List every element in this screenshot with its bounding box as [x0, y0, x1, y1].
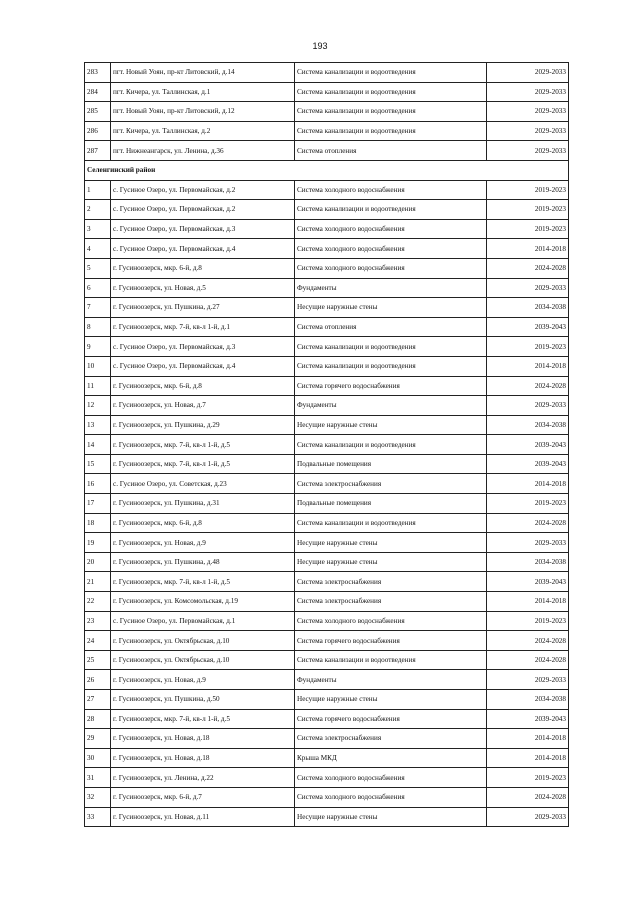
row-number-cell: 25 [85, 650, 111, 670]
table-row [85, 513, 569, 533]
address-cell: с. Гусиное Озеро, ул. Первомайская, д.4 [111, 239, 295, 259]
row-number-cell: 11 [85, 376, 111, 396]
row-number-cell: 24 [85, 631, 111, 651]
period-cell: 2029-2033 [487, 278, 569, 298]
period-cell: 2014-2018 [487, 474, 569, 494]
row-number-cell: 12 [85, 396, 111, 416]
address-cell: г. Гусиноозерск, мкр. 6-й, д.8 [111, 258, 295, 278]
period-cell: 2039-2043 [487, 435, 569, 455]
system-cell: Крыша МКД [295, 748, 487, 768]
table-row [85, 494, 569, 514]
system-cell: Система холодного водоснабжения [295, 768, 487, 788]
row-number-cell: 5 [85, 258, 111, 278]
table-row [85, 768, 569, 788]
row-number-cell: 20 [85, 552, 111, 572]
system-cell: Фундаменты [295, 670, 487, 690]
row-number-cell: 8 [85, 317, 111, 337]
table-row [85, 337, 569, 357]
table-row [85, 239, 569, 259]
address-cell: г. Гусиноозерск, ул. Пушкина, д.27 [111, 298, 295, 318]
system-cell: Несущие наружные стены [295, 690, 487, 710]
system-cell: Подвальные помещения [295, 494, 487, 514]
address-cell: г. Гусиноозерск, мкр. 6-й, д.7 [111, 787, 295, 807]
address-cell: г. Гусиноозерск, мкр. 7-й, кв-л 1-й, д.5 [111, 709, 295, 729]
table-row [85, 141, 569, 161]
system-cell: Система холодного водоснабжения [295, 219, 487, 239]
row-number-cell: 31 [85, 768, 111, 788]
system-cell: Система канализации и водоотведения [295, 82, 487, 102]
row-number-cell: 16 [85, 474, 111, 494]
period-cell: 2039-2043 [487, 317, 569, 337]
period-cell: 2019-2023 [487, 494, 569, 514]
system-cell: Подвальные помещения [295, 454, 487, 474]
address-cell: г. Гусиноозерск, мкр. 6-й, д.8 [111, 513, 295, 533]
period-cell: 2034-2038 [487, 415, 569, 435]
system-cell: Система канализации и водоотведения [295, 63, 487, 83]
system-cell: Несущие наружные стены [295, 533, 487, 553]
system-cell: Система горячего водоснабжения [295, 376, 487, 396]
period-cell: 2039-2043 [487, 572, 569, 592]
row-number-cell: 286 [85, 121, 111, 141]
table-row [85, 63, 569, 83]
address-cell: г. Гусиноозерск, ул. Пушкина, д.29 [111, 415, 295, 435]
row-number-cell: 32 [85, 787, 111, 807]
table-row [85, 200, 569, 220]
row-number-cell: 13 [85, 415, 111, 435]
table-row [85, 180, 569, 200]
period-cell: 2029-2033 [487, 533, 569, 553]
system-cell: Несущие наружные стены [295, 415, 487, 435]
period-cell: 2039-2043 [487, 709, 569, 729]
system-cell: Система отопления [295, 141, 487, 161]
table-row [85, 807, 569, 827]
row-number-cell: 283 [85, 63, 111, 83]
row-number-cell: 6 [85, 278, 111, 298]
address-cell: пгт. Новый Уоян, пр-кт Литовский, д.12 [111, 102, 295, 122]
table-row [85, 729, 569, 749]
section-title: Селенгинский район [85, 160, 569, 180]
address-cell: пгт. Новый Уоян, пр-кт Литовский, д.14 [111, 63, 295, 83]
period-cell: 2024-2028 [487, 787, 569, 807]
address-cell: пгт. Кичера, ул. Таллинская, д.2 [111, 121, 295, 141]
row-number-cell: 21 [85, 572, 111, 592]
period-cell: 2019-2023 [487, 219, 569, 239]
period-cell: 2019-2023 [487, 337, 569, 357]
period-cell: 2019-2023 [487, 180, 569, 200]
address-cell: г. Гусиноозерск, ул. Ленина, д.22 [111, 768, 295, 788]
table-row [85, 298, 569, 318]
system-cell: Система канализации и водоотведения [295, 121, 487, 141]
address-cell: г. Гусиноозерск, ул. Новая, д.18 [111, 729, 295, 749]
address-cell: г. Гусиноозерск, ул. Новая, д.18 [111, 748, 295, 768]
table-row [85, 258, 569, 278]
row-number-cell: 4 [85, 239, 111, 259]
row-number-cell: 30 [85, 748, 111, 768]
period-cell: 2029-2033 [487, 141, 569, 161]
system-cell: Система канализации и водоотведения [295, 650, 487, 670]
row-number-cell: 29 [85, 729, 111, 749]
period-cell: 2029-2033 [487, 63, 569, 83]
row-number-cell: 26 [85, 670, 111, 690]
address-cell: с. Гусиное Озеро, ул. Первомайская, д.2 [111, 200, 295, 220]
table-body [85, 63, 569, 827]
row-number-cell: 28 [85, 709, 111, 729]
system-cell: Система канализации и водоотведения [295, 200, 487, 220]
table-row [85, 533, 569, 553]
table-row [85, 709, 569, 729]
system-cell: Система канализации и водоотведения [295, 435, 487, 455]
row-number-cell: 284 [85, 82, 111, 102]
period-cell: 2019-2023 [487, 200, 569, 220]
table-row [85, 690, 569, 710]
system-cell: Система канализации и водоотведения [295, 102, 487, 122]
table-row [85, 631, 569, 651]
address-cell: г. Гусиноозерск, ул. Новая, д.5 [111, 278, 295, 298]
table-row [85, 396, 569, 416]
period-cell: 2034-2038 [487, 298, 569, 318]
period-cell: 2014-2018 [487, 239, 569, 259]
table-row [85, 592, 569, 612]
row-number-cell: 287 [85, 141, 111, 161]
address-cell: г. Гусиноозерск, ул. Новая, д.9 [111, 670, 295, 690]
address-cell: г. Гусиноозерск, ул. Пушкина, д.48 [111, 552, 295, 572]
table-row [85, 552, 569, 572]
table-row [85, 356, 569, 376]
period-cell: 2019-2023 [487, 611, 569, 631]
address-cell: с. Гусиное Озеро, ул. Первомайская, д.4 [111, 356, 295, 376]
period-cell: 2024-2028 [487, 376, 569, 396]
address-cell: г. Гусиноозерск, мкр. 7-й, кв-л 1-й, д.5 [111, 435, 295, 455]
period-cell: 2024-2028 [487, 258, 569, 278]
system-cell: Система горячего водоснабжения [295, 631, 487, 651]
row-number-cell: 33 [85, 807, 111, 827]
table-row [85, 670, 569, 690]
system-cell: Система холодного водоснабжения [295, 611, 487, 631]
period-cell: 2029-2033 [487, 396, 569, 416]
system-cell: Фундаменты [295, 396, 487, 416]
address-cell: с. Гусиное Озеро, ул. Советская, д.23 [111, 474, 295, 494]
address-cell: г. Гусиноозерск, ул. Комсомольская, д.19 [111, 592, 295, 612]
row-number-cell: 1 [85, 180, 111, 200]
address-cell: с. Гусиное Озеро, ул. Первомайская, д.2 [111, 180, 295, 200]
system-cell: Несущие наружные стены [295, 298, 487, 318]
period-cell: 2034-2038 [487, 690, 569, 710]
address-cell: с. Гусиное Озеро, ул. Первомайская, д.3 [111, 337, 295, 357]
row-number-cell: 18 [85, 513, 111, 533]
system-cell: Система электроснабжения [295, 474, 487, 494]
system-cell: Система холодного водоснабжения [295, 239, 487, 259]
period-cell: 2014-2018 [487, 748, 569, 768]
row-number-cell: 15 [85, 454, 111, 474]
period-cell: 2014-2018 [487, 729, 569, 749]
address-cell: г. Гусиноозерск, ул. Новая, д.7 [111, 396, 295, 416]
system-cell: Система канализации и водоотведения [295, 356, 487, 376]
address-cell: г. Гусиноозерск, мкр. 7-й, кв-л 1-й, д.5 [111, 454, 295, 474]
period-cell: 2029-2033 [487, 670, 569, 690]
row-number-cell: 23 [85, 611, 111, 631]
table-row [85, 435, 569, 455]
system-cell: Система горячего водоснабжения [295, 709, 487, 729]
period-cell: 2014-2018 [487, 356, 569, 376]
period-cell: 2024-2028 [487, 631, 569, 651]
system-cell: Система отопления [295, 317, 487, 337]
address-cell: пгт. Кичера, ул. Таллинская, д.1 [111, 82, 295, 102]
system-cell: Система электроснабжения [295, 729, 487, 749]
period-cell: 2024-2028 [487, 650, 569, 670]
table-row [85, 376, 569, 396]
table-row [85, 474, 569, 494]
period-cell: 2029-2033 [487, 82, 569, 102]
table-row [85, 415, 569, 435]
row-number-cell: 9 [85, 337, 111, 357]
address-cell: г. Гусиноозерск, ул. Пушкина, д.31 [111, 494, 295, 514]
table-row [85, 278, 569, 298]
period-cell: 2029-2033 [487, 102, 569, 122]
row-number-cell: 27 [85, 690, 111, 710]
row-number-cell: 285 [85, 102, 111, 122]
address-cell: г. Гусиноозерск, ул. Октябрьская, д.10 [111, 650, 295, 670]
system-cell: Несущие наружные стены [295, 552, 487, 572]
table-row [85, 748, 569, 768]
table-row [85, 317, 569, 337]
page-number: 193 [312, 41, 328, 51]
period-cell: 2029-2033 [487, 121, 569, 141]
address-cell: г. Гусиноозерск, ул. Октябрьская, д.10 [111, 631, 295, 651]
period-cell: 2029-2033 [487, 807, 569, 827]
system-cell: Система холодного водоснабжения [295, 180, 487, 200]
address-cell: г. Гусиноозерск, мкр. 7-й, кв-л 1-й, д.1 [111, 317, 295, 337]
system-cell: Система электроснабжения [295, 572, 487, 592]
address-cell: пгт. Нижнеангарск, ул. Ленина, д.36 [111, 141, 295, 161]
period-cell: 2039-2043 [487, 454, 569, 474]
table-row [85, 572, 569, 592]
address-cell: с. Гусиное Озеро, ул. Первомайская, д.3 [111, 219, 295, 239]
table-row [85, 611, 569, 631]
table-row [85, 650, 569, 670]
table-row [85, 121, 569, 141]
row-number-cell: 3 [85, 219, 111, 239]
table-row [85, 82, 569, 102]
table-row [85, 219, 569, 239]
system-cell: Фундаменты [295, 278, 487, 298]
period-cell: 2019-2023 [487, 768, 569, 788]
address-cell: г. Гусиноозерск, мкр. 6-й, д.8 [111, 376, 295, 396]
row-number-cell: 7 [85, 298, 111, 318]
system-cell: Система канализации и водоотведения [295, 513, 487, 533]
period-cell: 2034-2038 [487, 552, 569, 572]
row-number-cell: 22 [85, 592, 111, 612]
row-number-cell: 2 [85, 200, 111, 220]
address-cell: г. Гусиноозерск, ул. Новая, д.11 [111, 807, 295, 827]
section-header-row [85, 160, 569, 180]
address-cell: г. Гусиноозерск, ул. Пушкина, д.50 [111, 690, 295, 710]
row-number-cell: 19 [85, 533, 111, 553]
address-cell: г. Гусиноозерск, мкр. 7-й, кв-л 1-й, д.5 [111, 572, 295, 592]
repair-schedule-table [84, 62, 569, 827]
period-cell: 2024-2028 [487, 513, 569, 533]
table-row [85, 787, 569, 807]
table-row [85, 102, 569, 122]
system-cell: Система холодного водоснабжения [295, 787, 487, 807]
address-cell: с. Гусиное Озеро, ул. Первомайская, д.1 [111, 611, 295, 631]
table-row [85, 454, 569, 474]
system-cell: Система электроснабжения [295, 592, 487, 612]
row-number-cell: 14 [85, 435, 111, 455]
system-cell: Система холодного водоснабжения [295, 258, 487, 278]
row-number-cell: 17 [85, 494, 111, 514]
system-cell: Несущие наружные стены [295, 807, 487, 827]
address-cell: г. Гусиноозерск, ул. Новая, д.9 [111, 533, 295, 553]
row-number-cell: 10 [85, 356, 111, 376]
system-cell: Система канализации и водоотведения [295, 337, 487, 357]
period-cell: 2014-2018 [487, 592, 569, 612]
